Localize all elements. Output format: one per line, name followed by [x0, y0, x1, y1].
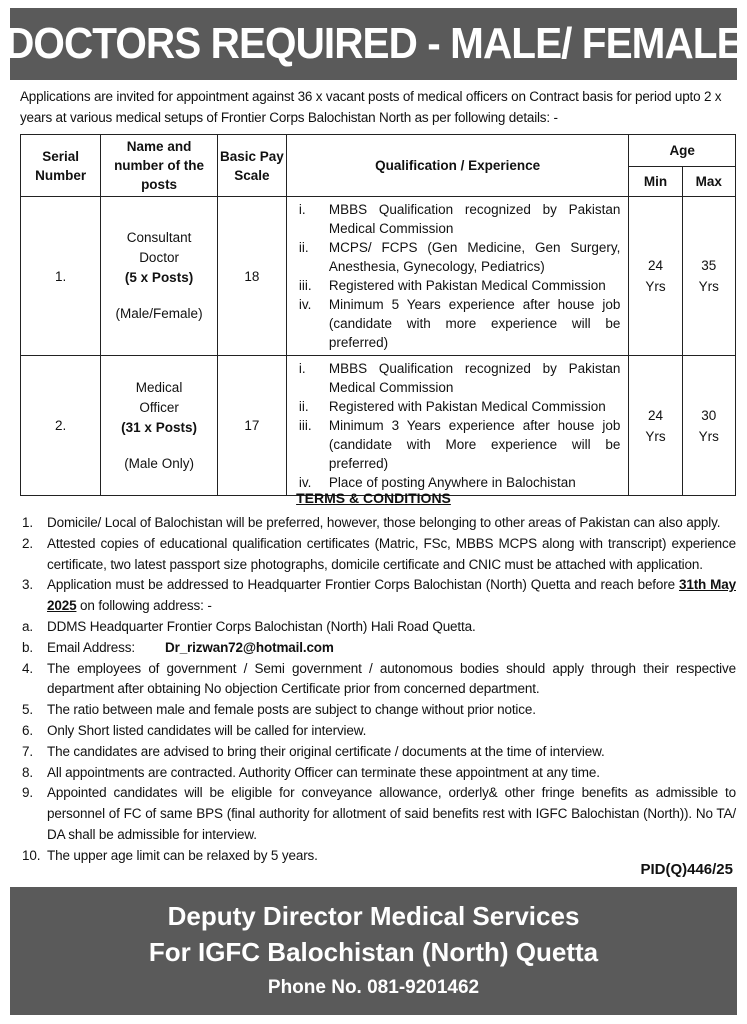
min-age-cell: [629, 356, 682, 496]
posts-table: [20, 134, 736, 496]
terms-heading: TERMS & CONDITIONS: [296, 490, 451, 506]
min-age-value: 24: [647, 407, 663, 423]
qualification-item: i. MBBS Qualification recognized by Pakistan Medical Commission: [298, 361, 621, 395]
post-count: (31 x Posts): [121, 419, 197, 435]
qualification-item: ii. Registered with Pakistan Medical Commission: [298, 399, 606, 414]
qualification-item: iii. Registered with Pakistan Medical Commission: [298, 278, 606, 293]
qualification-cell: [286, 197, 628, 356]
post-count: (5 x Posts): [124, 270, 194, 285]
qualification-item: iv. Place of posting Anywhere in Balochistan: [298, 475, 576, 490]
footer-line-1: Deputy Director Medical Services: [167, 901, 580, 931]
qualification-item: ii. MCPS/ FCPS (Gen Medicine, Gen Surgery, Anesthesia, Gynecology, Pediatrics): [298, 240, 621, 274]
header-name: Name and number of the posts: [101, 135, 218, 197]
page-title: DOCTORS REQUIRED - MALE/ FEMALE: [4, 19, 743, 68]
age-unit: Yrs: [645, 279, 666, 294]
header-qualification: Qualification / Experience: [286, 135, 628, 197]
list-item: 5. The ratio between male and female posts are subject to change without prior notice.: [22, 702, 536, 718]
list-item: 2. Attested copies of educational qualification certificates (Matric, FSc, MBBS MCPS along with transcript) experience certificate, two latest passport size photographs, domicile certificate and CNIC must be attached with application.: [22, 535, 736, 572]
pid-reference: PID(Q)446/25: [640, 861, 733, 878]
header-min: Min: [629, 167, 682, 197]
scale-cell: 18: [217, 197, 286, 356]
header-serial: Serial Number: [21, 135, 101, 197]
list-item: 1. Domicile/ Local of Balochistan will be preferred, however, those belonging to other areas of Pakistan can also apply.: [22, 515, 721, 530]
list-item: 10. The upper age limit can be relaxed by 5 years.: [22, 847, 318, 863]
post-cell: [101, 356, 218, 496]
header-max: Max: [682, 167, 735, 197]
post-name: Medical Officer: [135, 379, 183, 415]
table-row: [21, 356, 736, 496]
table-row: [21, 197, 736, 356]
max-age-cell: [682, 356, 735, 496]
qualification-item: i. MBBS Qualification recognized by Pakistan Medical Commission: [298, 202, 621, 236]
email-link[interactable]: Dr_rizwan72@hotmail.com: [165, 639, 334, 655]
qualification-item: iv. Minimum 5 Years experience after house job (candidate with more experience will be preferred): [298, 297, 621, 350]
header-banner: [4, 8, 743, 80]
serial-cell: 2.: [21, 356, 101, 496]
min-age-cell: [629, 197, 682, 356]
max-age-cell: [682, 197, 735, 356]
terms-list: [20, 513, 736, 867]
serial-cell: 1.: [21, 197, 101, 356]
list-item: 4. The employees of government / Semi government / autonomous bodies should apply through their respective department after obtaining No objection Certificate prior from concerned department.: [22, 660, 736, 697]
list-item: a. DDMS Headquarter Frontier Corps Balochistan (North) Hali Road Quetta.: [22, 618, 476, 634]
header-scale: Basic Pay Scale: [217, 135, 286, 197]
post-name: Consultant Doctor: [126, 230, 192, 265]
header-age: Age: [629, 135, 736, 167]
qualification-cell: [286, 356, 628, 496]
deadline-date: 31th May 2025: [47, 577, 736, 614]
scale-cell: 17: [217, 356, 286, 496]
list-item: 9. Appointed candidates will be eligible for conveyance allowance, orderly& other fringe benefits as admissible to personnel of FC of same BPS (final authority for allotment of said benefits rest with IGFC Balochistan (North)). No TA/ DA shall be admissible for interview.: [22, 785, 736, 842]
post-cell: [101, 197, 218, 356]
intro-paragraph: Applications are invited for appointment against 36 x vacant posts of medical officers on Contract basis for period upto 2 x years at various medical setups of Frontier Corps Balochistan North as per following details: -: [20, 89, 722, 125]
post-gender: (Male/Female): [115, 306, 203, 321]
list-item: 7. The candidates are advised to bring their original certificate / documents at the time of interview.: [22, 743, 605, 759]
max-age-value: 35: [701, 258, 717, 273]
qualification-item: iii. Minimum 3 Years experience after house job (candidate with More experience will be preferred): [298, 418, 621, 471]
min-age-value: 24: [647, 258, 663, 273]
post-gender: (Male Only): [124, 455, 194, 471]
list-item: 8. All appointments are contracted. Authority Officer can terminate these appointment at any time.: [22, 764, 600, 780]
list-item: 3. Application must be addressed to Headquarter Frontier Corps Balochistan (North) Quetta and reach before 31th May 2025 on following address: -: [22, 577, 736, 614]
max-age-value: 30: [701, 407, 717, 423]
footer-phone: Phone No. 081-9201462: [267, 977, 480, 998]
list-item: b. Email Address: Dr_rizwan72@hotmail.com: [22, 639, 334, 655]
age-unit: Yrs: [698, 428, 719, 444]
footer-banner: [10, 887, 737, 1015]
age-unit: Yrs: [698, 279, 719, 294]
footer-line-2: For IGFC Balochistan (North) Quetta: [148, 937, 599, 967]
age-unit: Yrs: [645, 428, 666, 444]
list-item: 6. Only Short listed candidates will be called for interview.: [22, 722, 367, 738]
